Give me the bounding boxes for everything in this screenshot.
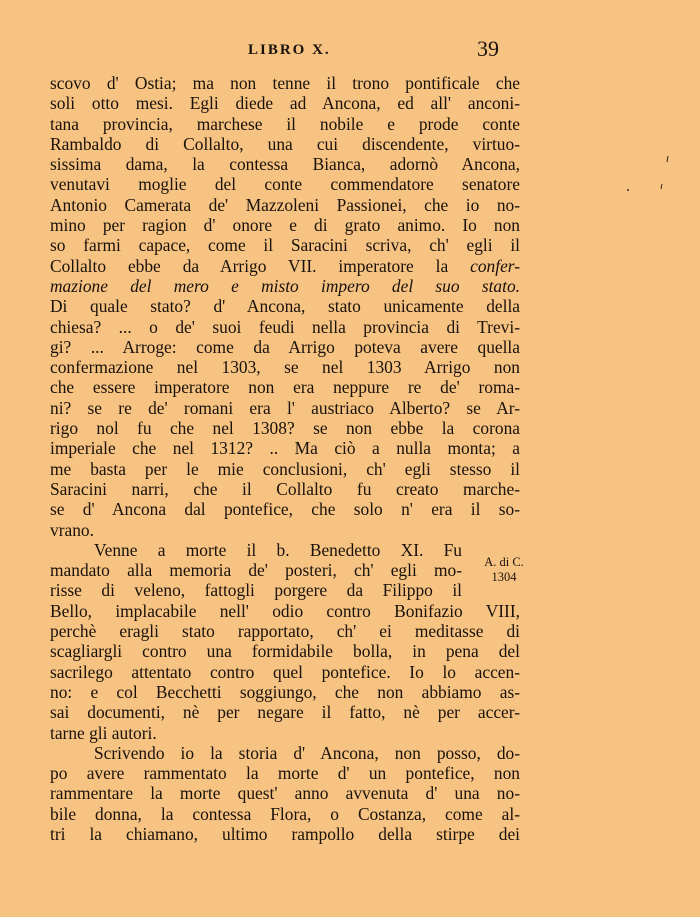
text-line: gi? ... Arroge: come da Arrigo poteva avere quella	[50, 336, 520, 357]
text-line: confermazione nel 1303, se nel 1303 Arrigo non	[50, 357, 520, 378]
text-line: rammentare la morte quest' anno avvenuta d' una no-	[50, 783, 520, 804]
text-line: se d' Ancona dal pontefice, che solo n' era il so-	[50, 499, 520, 520]
text-line: sissima dama, la contessa Bianca, adornò Ancona,	[50, 154, 520, 175]
text-line: me basta per le mie conclusioni, ch' egli stesso il	[50, 458, 520, 479]
text-line: chiesa? ... o de' suoi feudi nella provincia di Trevi-	[50, 316, 520, 337]
text-line: mazione del mero e misto impero del suo stato.	[50, 275, 520, 296]
text-line: perchè eragli stato rapportato, ch' ei meditasse di	[50, 621, 520, 642]
text-line: Venne a morte il b. Benedetto XI. Fu	[94, 539, 462, 560]
text-line: sacrilego attentato contro quel pontefice. Io lo accen-	[50, 661, 520, 682]
page-header	[0, 36, 700, 66]
text-line: vrano.	[50, 519, 94, 540]
text-line: po avere rammentato la morte d' un pontefice, non	[50, 763, 520, 784]
margin-note-line: 1304	[491, 570, 517, 584]
text-line: Saracini narri, che il Collalto fu creato marche-	[50, 478, 520, 499]
text-line: Antonio Camerata de' Mazzoleni Passionei, che io no-	[50, 194, 520, 215]
text-line: mino per ragion d' onore e di grato animo. Io non	[50, 215, 520, 236]
running-head: LIBRO X.	[248, 42, 331, 58]
text-line: tarne gli autori.	[50, 722, 157, 743]
margin-note-year	[474, 555, 534, 585]
text-line: sai documenti, nè per negare il fatto, nè per accer-	[50, 702, 520, 723]
text-line: che essere imperatore non era neppure re de' roma-	[50, 377, 520, 398]
text-line: ni? se re de' romani era l' austriaco Alberto? se Ar-	[50, 397, 520, 418]
text-line: so farmi capace, come il Saracini scriva, ch' egli il	[50, 235, 520, 256]
text-line: Di quale stato? d' Ancona, stato unicamente della	[50, 296, 520, 317]
paper-specks	[620, 150, 670, 210]
text-line: scovo d' Ostia; ma non tenne il trono pontificale che	[50, 73, 520, 93]
text-line: tri la chiamano, ultimo rampollo della stirpe dei	[50, 823, 520, 844]
text-line: Bello, implacabile nell' odio contro Bonifazio VIII,	[50, 600, 520, 621]
text-line: bile donna, la contessa Flora, o Costanza, come al-	[50, 803, 520, 824]
text-line: Collalto ebbe da Arrigo VII. imperatore la confer-	[50, 255, 520, 276]
text-line: venutavi moglie del conte commendatore senatore	[50, 174, 520, 195]
text-line: soli otto mesi. Egli diede ad Ancona, ed all' anconi-	[50, 93, 520, 114]
text-line: mandato alla memoria de' posteri, ch' egli mo-	[50, 560, 462, 581]
page-number: 39	[477, 36, 499, 61]
text-line: imperiale che nel 1312? .. Ma ciò a nulla monta; a	[50, 438, 520, 459]
body-text	[50, 73, 520, 844]
text-line: rigo nol fu che nel 1308? se non ebbe la corona	[50, 418, 520, 439]
margin-note-line: A. di C.	[484, 555, 524, 569]
text-line: risse di veleno, fattogli porgere da Filippo il	[50, 580, 462, 601]
text-line: tana provincia, marchese il nobile e prode conte	[50, 113, 520, 134]
text-line: no: e col Becchetti soggiungo, che non abbiamo as-	[50, 681, 520, 702]
text-line: Scrivendo io la storia d' Ancona, non posso, do-	[94, 742, 520, 763]
text-line: scagliargli contro una formidabile bolla, in pena del	[50, 641, 520, 662]
text-line: Rambaldo di Collalto, una cui discendente, virtuo-	[50, 133, 520, 154]
